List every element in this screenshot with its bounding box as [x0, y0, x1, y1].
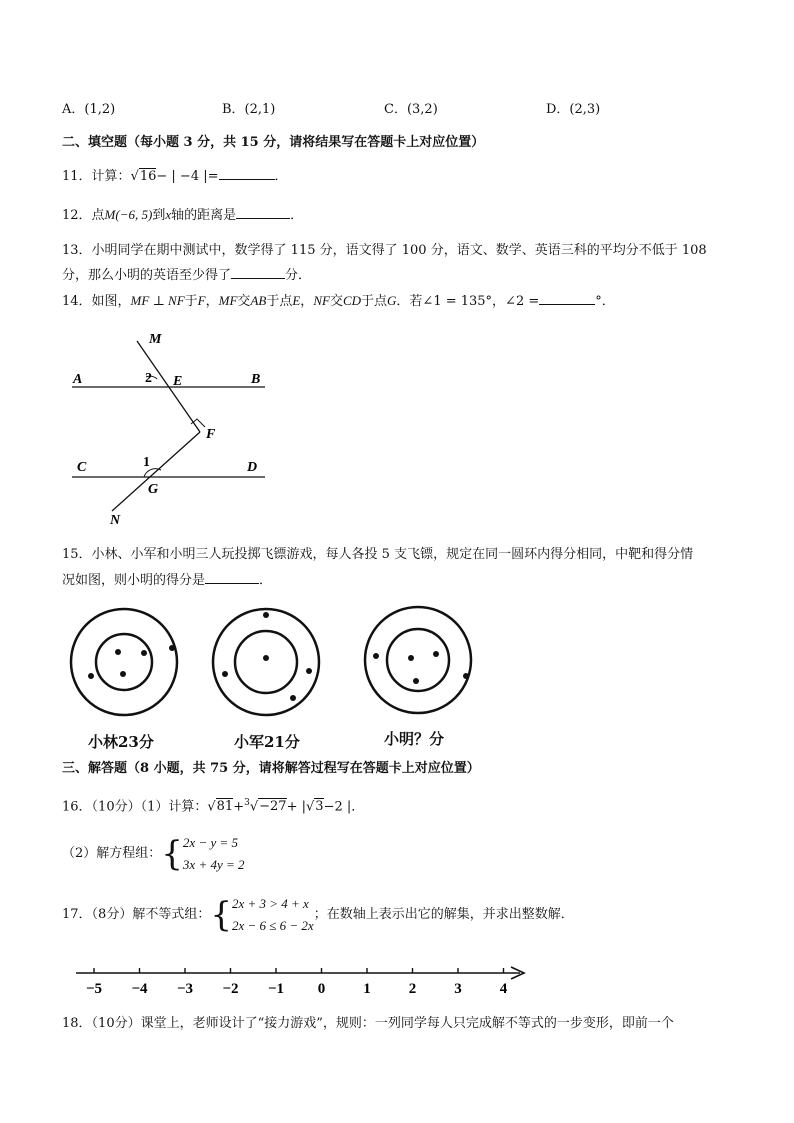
- number-line-tick-label: −4: [131, 981, 148, 997]
- dart: [413, 678, 419, 684]
- dart: [120, 671, 126, 677]
- caption-xiaolin: 小林23分: [88, 733, 154, 751]
- q14-t13: 交: [329, 294, 343, 309]
- q14-t12: NF: [313, 293, 330, 308]
- dart: [263, 612, 269, 618]
- option-b: B．(2,1): [222, 102, 276, 117]
- label-f: F: [206, 427, 216, 442]
- q11-prefix: 11．计算：: [62, 169, 131, 184]
- label-1: 1: [143, 455, 150, 470]
- question-11: 11．计算：√16− | −4 |= ．: [62, 169, 288, 184]
- q16-tail: −2 |．: [323, 799, 365, 815]
- question-17: [62, 893, 574, 937]
- number-line-tick-label: 3: [454, 981, 462, 997]
- number-line-tick-label: −5: [85, 981, 103, 997]
- q12-prefix: 12．点: [62, 208, 105, 223]
- q16-system: [183, 832, 245, 876]
- q12-suffix: 轴的距离是: [171, 208, 237, 223]
- q14-t15: 于点: [361, 294, 388, 309]
- q17-brace: {: [210, 895, 232, 935]
- q12-end: ．: [290, 208, 304, 223]
- outer-ring: [213, 609, 319, 715]
- q16-plus-abs: + |: [286, 799, 306, 815]
- q15-line2-prefix: 况如图，则小明的得分是: [62, 573, 206, 588]
- q14-t2: MF ⊥ NF: [130, 293, 185, 308]
- number-line-tick-label: 2: [408, 981, 417, 997]
- dart: [408, 655, 414, 661]
- section3-heading: 三、解答题（8 小题，共 75 分，请将解答过程写在答题卡上对应位置）: [62, 761, 480, 776]
- inner-ring: [96, 634, 152, 690]
- q13-line2-suffix: 分．: [285, 268, 312, 283]
- q14-answer-blank[interactable]: [539, 292, 595, 305]
- dart: [169, 645, 175, 651]
- dart: [290, 695, 296, 701]
- dart: [373, 653, 379, 659]
- dart: [263, 655, 269, 661]
- line-nf: [112, 432, 200, 511]
- dart: [463, 673, 469, 679]
- label-b: B: [251, 372, 261, 387]
- dart: [115, 649, 121, 655]
- q16-brace: {: [161, 834, 183, 874]
- dart: [222, 671, 228, 677]
- q16-radicand-neg27: −27: [259, 799, 287, 815]
- q14-t18: °．: [595, 294, 615, 309]
- question-13-line2: [62, 266, 311, 285]
- q11-expr: − | −4 |=: [156, 169, 219, 184]
- q12-answer-blank[interactable]: [236, 206, 290, 219]
- outer-ring: [71, 609, 177, 715]
- q16-radicand-81: 81: [216, 799, 234, 815]
- number-line-tick-label: −2: [222, 981, 239, 997]
- q17-eq1: 2x + 3 > 4 + x: [231, 896, 309, 911]
- dart: [141, 650, 147, 656]
- label-n: N: [110, 513, 121, 528]
- option-a: A．(1,2): [62, 102, 116, 117]
- dartboards-figure: [68, 604, 488, 724]
- number-line-tick-label: 1: [363, 981, 371, 997]
- label-a: A: [73, 372, 83, 387]
- question-12: [62, 206, 303, 225]
- question-15-line2: [62, 571, 272, 590]
- caption-xiaoming: 小明？分: [384, 730, 445, 748]
- option-c: C．(3,2): [384, 102, 438, 117]
- q16-radicand-3: 3: [315, 799, 324, 815]
- q14-t3: 于: [184, 294, 198, 309]
- option-d: D．(2,3): [546, 102, 601, 117]
- figure-14-diagram: [60, 324, 290, 534]
- q12-mid: 到: [152, 208, 166, 223]
- number-line-tick-label: −3: [176, 981, 194, 997]
- target-xiaoming: [365, 607, 471, 713]
- label-e: E: [173, 374, 183, 389]
- q16-plus: +: [233, 799, 245, 815]
- q17-prefix: 17．（8分）解不等式组：: [62, 907, 211, 922]
- q17-suffix: ；在数轴上表示出它的解集，并求出整数解．: [313, 907, 574, 922]
- q14-t5: ，: [205, 294, 219, 309]
- target-xiaolin: [71, 609, 177, 715]
- q12-axis: x: [165, 207, 172, 222]
- label-d: D: [247, 460, 258, 475]
- dart: [433, 651, 439, 657]
- question-15-line1: 15．小林、小军和小明三人玩投掷飞镖游戏，每人各投 5 支飞镖，规定在同一圆环内得分相同，中靶和得分情: [62, 547, 694, 562]
- number-line-tick-label: 0: [317, 981, 326, 997]
- question-14: [62, 292, 615, 311]
- q14-t4: F: [197, 293, 206, 308]
- number-line-tick-label: −1: [267, 981, 285, 997]
- question-13-line1: 13．小明同学在期中测试中，数学得了 115 分，语文得了 100 分，语文、数学、英语三科的平均分不低于 108: [62, 243, 707, 258]
- outer-ring: [365, 607, 471, 713]
- question-18-line1: 18．（10分）课堂上，老师设计了“接力游戏”，规则：一列同学每人只完成解不等式的一步变形，即前一个: [62, 1016, 674, 1031]
- q14-t9: 于点: [266, 294, 293, 309]
- dart: [88, 673, 94, 679]
- caption-xiaojun: 小军21分: [234, 733, 300, 751]
- q14-t1: 14．如图，: [62, 294, 131, 309]
- q14-t8: AB: [250, 293, 267, 308]
- q12-point: M(−6, 5): [104, 207, 153, 222]
- q17-eq2: 2x − 6 ≤ 6 − 2x: [231, 918, 314, 933]
- q13-line2-prefix: 分，那么小明的英语至少得了: [62, 268, 232, 283]
- number-line: [70, 960, 530, 1000]
- q16-cube-index: 3: [244, 798, 250, 808]
- q14-t7: 交: [237, 294, 251, 309]
- dart: [306, 668, 312, 674]
- question-16-part1: 16．（10分）（1）计算：√81+$^3$√−27+ |√3−2 |．: [62, 798, 365, 815]
- label-m: M: [149, 332, 162, 347]
- q15-line2-suffix: ．: [259, 573, 273, 588]
- q14-t14: CD: [342, 293, 362, 308]
- q14-t6: MF: [218, 293, 238, 308]
- q13-answer-blank[interactable]: [231, 266, 285, 279]
- q11-answer-blank[interactable]: [219, 167, 275, 180]
- inner-ring: [235, 631, 297, 693]
- section2-heading: 二、填空题（每小题 3 分，共 15 分，请将结果写在答题卡上对应位置）: [62, 135, 485, 150]
- q11-radicand: 16: [139, 169, 157, 184]
- label-c: C: [77, 460, 87, 475]
- q15-answer-blank[interactable]: [205, 571, 259, 584]
- q16-prefix: 16．（10分）（1）计算：: [62, 799, 208, 815]
- q11-end: ．: [274, 169, 288, 184]
- question-16-part2: [62, 832, 245, 876]
- q14-t17: ．若∠1 = 135°，∠2 =: [396, 294, 540, 309]
- q14-t16: G: [387, 293, 397, 308]
- number-line-tick-label: 4: [499, 981, 508, 997]
- q17-system: [232, 893, 314, 937]
- q14-t10: E: [292, 293, 301, 308]
- label-g: G: [148, 482, 159, 497]
- q16-eq1: 2x − y = 5: [182, 835, 239, 850]
- q16-part2-label: （2）解方程组：: [62, 846, 162, 861]
- q16-eq2: 3x + 4y = 2: [182, 857, 245, 872]
- label-2: 2: [145, 371, 152, 386]
- q14-t11: ，: [300, 294, 314, 309]
- target-xiaojun: [213, 609, 319, 715]
